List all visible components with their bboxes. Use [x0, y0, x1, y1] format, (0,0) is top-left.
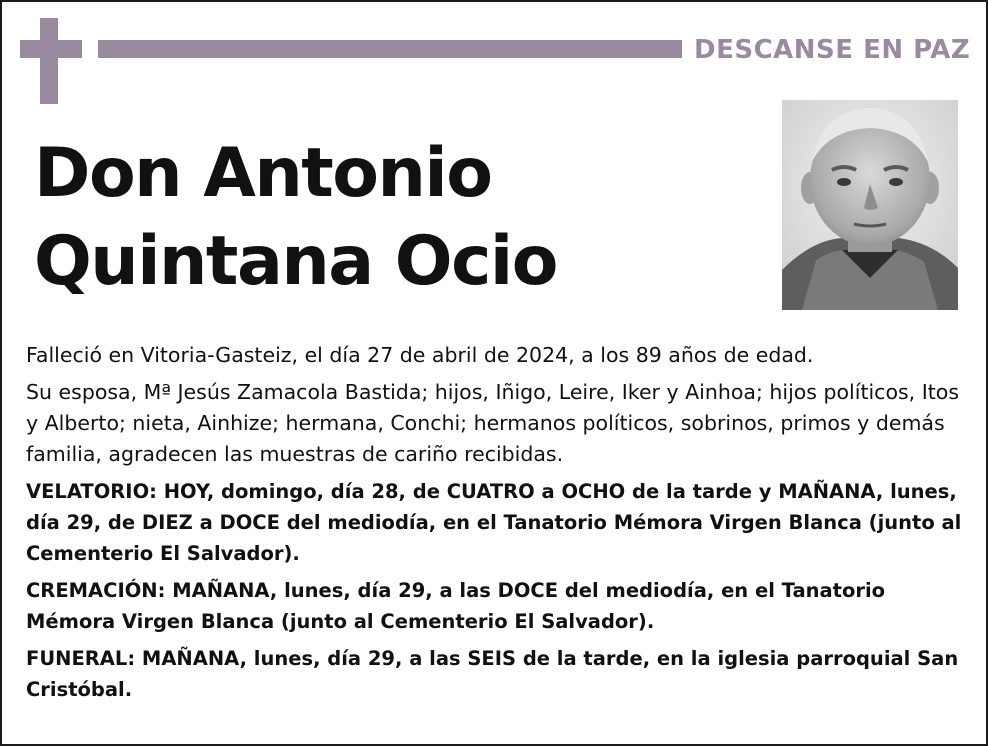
death-notice: Falleció en Vitoria-Gasteiz, el día 27 de abril de 2024, a los 89 años de edad.	[26, 343, 814, 367]
obituary-text	[26, 340, 966, 711]
header-rule	[98, 40, 682, 58]
portrait-image	[782, 100, 958, 310]
cremacion-notice: CREMACIÓN: MAÑANA, lunes, día 29, a las DOCE del mediodía, en el Tanatorio Mémora Virgen Blanca (junto al Cementerio El Salvador).	[26, 579, 886, 633]
header-label: DESCANSE EN PAZ	[694, 35, 971, 65]
name-line-1: Don Antonio	[34, 134, 492, 213]
family-notice: Su esposa, Mª Jesús Zamacola Bastida; hijos, Iñigo, Leire, Iker y Ainhoa; hijos políticos, Itos y Alberto; nieta, Ainhize; hermana, Conchi; hermanos políticos, sobrinos, primos y demás familia, agradecen las muestras de cariño recibidas.	[26, 380, 960, 466]
cross-icon	[40, 18, 58, 104]
deceased-name	[34, 130, 754, 306]
cross-icon-bar	[20, 40, 82, 58]
velatorio-notice: VELATORIO: HOY, domingo, día 28, de CUATRO a OCHO de la tarde y MAÑANA, lunes, día 29, de DIEZ a DOCE del mediodía, en el Tanatorio Mémora Virgen Blanca (junto al Cementerio El Salvador).	[26, 480, 962, 565]
portrait-photo	[782, 100, 958, 310]
name-line-2: Quintana Ocio	[34, 222, 557, 301]
funeral-notice: FUNERAL: MAÑANA, lunes, día 29, a las SEIS de la tarde, en la iglesia parroquial San Cristóbal.	[26, 647, 959, 701]
